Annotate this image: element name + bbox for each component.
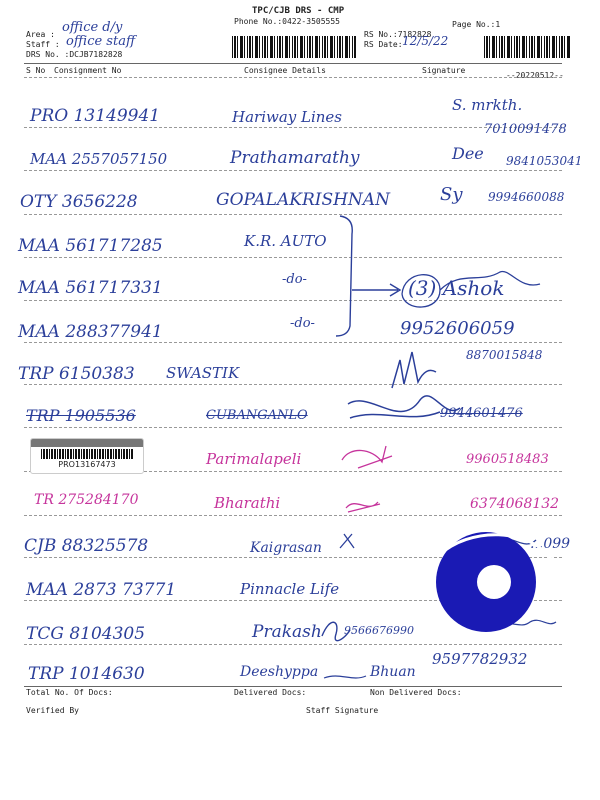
signature-scribble — [348, 396, 460, 418]
consignment-number: TRP 6150383 — [18, 364, 135, 384]
consignee-name: Parimalapeli — [206, 450, 302, 468]
signature-scribble — [324, 676, 366, 678]
consignee-name: SWASTIK — [166, 364, 240, 382]
consignee-name: Bharathi — [214, 494, 281, 512]
sticker-number: PRO13167473 — [58, 460, 116, 469]
consignee-name: Deeshyppa — [240, 664, 319, 680]
staff-value: office staff — [66, 34, 136, 49]
receiver-signature: Sy — [440, 184, 463, 205]
consignee-name: Kaigrasan — [250, 540, 322, 556]
receiver-phone: 6374068132 — [470, 496, 560, 512]
column-consignment: Consignment No — [54, 66, 122, 75]
receiver-phone: ...099 — [530, 536, 571, 552]
footer-divider — [24, 686, 562, 687]
consignee-name: Pinnacle Life — [240, 580, 340, 598]
consignment-number: MAA 561717331 — [18, 278, 163, 298]
delivered-docs-label: Delivered Docs: — [234, 688, 307, 697]
consignment-number: MAA 2557057150 — [30, 150, 168, 168]
consignee-name: K.R. AUTO — [244, 232, 327, 250]
consignment-number: MAA 288377941 — [18, 322, 163, 342]
total-docs-label: Total No. Of Docs: — [26, 688, 113, 697]
signature-scribble — [322, 622, 350, 640]
consignment-number: PRO 13149941 — [30, 106, 161, 126]
rs-number: RS No.:7182828 — [364, 30, 432, 39]
receiver-phone: 9944601476 — [440, 406, 523, 421]
consignee-name: GOPALAKRISHNAN — [216, 190, 390, 210]
receiver-phone: 9566676990 — [344, 624, 414, 637]
column-signature: Signature — [422, 66, 466, 75]
consignment-number: TRP 1905536 — [26, 406, 136, 425]
consignment-number: TCG 8104305 — [26, 624, 146, 644]
consignee-name: -do- — [290, 316, 315, 331]
rs-date-label: RS Date: — [364, 40, 403, 49]
signature-scribble — [402, 272, 540, 308]
ditto-arrow — [352, 284, 400, 296]
ditto-bracket — [336, 216, 352, 336]
verified-by-label: Verified By — [26, 706, 79, 715]
receiver-phone: 9960518483 — [466, 452, 549, 467]
receiver-phone: 9841053041 — [506, 154, 583, 168]
consignee-name: Prathamarathy — [230, 148, 360, 168]
non-delivered-docs-label: Non Delivered Docs: — [370, 688, 462, 697]
consignment-number: OTY 3656228 — [20, 192, 138, 212]
receiver-signature: (3) Ashok — [408, 276, 505, 300]
date-stamp: --20220512-- — [506, 71, 564, 80]
receiver-signature: Bhuan — [370, 664, 416, 680]
company-stamp-inner — [477, 565, 511, 599]
consignment-number: TRP 1014630 — [28, 664, 145, 684]
receiver-signature: Dee — [452, 144, 484, 163]
receiver-phone: 9597782932 — [432, 650, 528, 668]
consignment-number: MAA 2873 73771 — [26, 580, 177, 600]
receiver-phone: 8870015848 — [466, 348, 543, 362]
consignee-name: Hariway Lines — [232, 108, 343, 126]
receiver-signature: S. mrkth. — [452, 96, 523, 114]
phone-number: Phone No.:0422-3505555 — [234, 17, 340, 26]
receiver-phone: 9952606059 — [400, 318, 515, 339]
receiver-phone: 7010091478 — [484, 122, 567, 137]
staff-label: Staff : — [26, 40, 60, 49]
document-title: TPC/CJB DRS - CMP — [252, 6, 345, 16]
page-number: Page No.:1 — [452, 20, 501, 29]
consignment-number: CJB 88325578 — [24, 536, 149, 556]
signature-scribble — [346, 502, 380, 512]
signature-scribble — [342, 446, 392, 468]
receiver-phone: 9994660088 — [488, 190, 565, 204]
column-consignee: Consignee Details — [244, 66, 326, 75]
area-value: office d/y — [62, 20, 123, 35]
signature-scribble — [392, 352, 436, 388]
column-sno: S No — [26, 66, 46, 75]
consignee-name: Prakash — [252, 622, 322, 642]
staff-signature-label: Staff Signature — [306, 706, 379, 715]
drs-number: DRS No. :DCJB7182828 — [26, 50, 123, 59]
rs-date-value: 12/5/22 — [402, 34, 449, 48]
consignment-number: MAA 561717285 — [18, 236, 163, 256]
consignee-name: CUBANGANLO — [206, 408, 308, 423]
area-label: Area : — [26, 30, 55, 39]
consignee-name: -do- — [282, 272, 307, 287]
consignment-number: TR 275284170 — [34, 492, 139, 508]
